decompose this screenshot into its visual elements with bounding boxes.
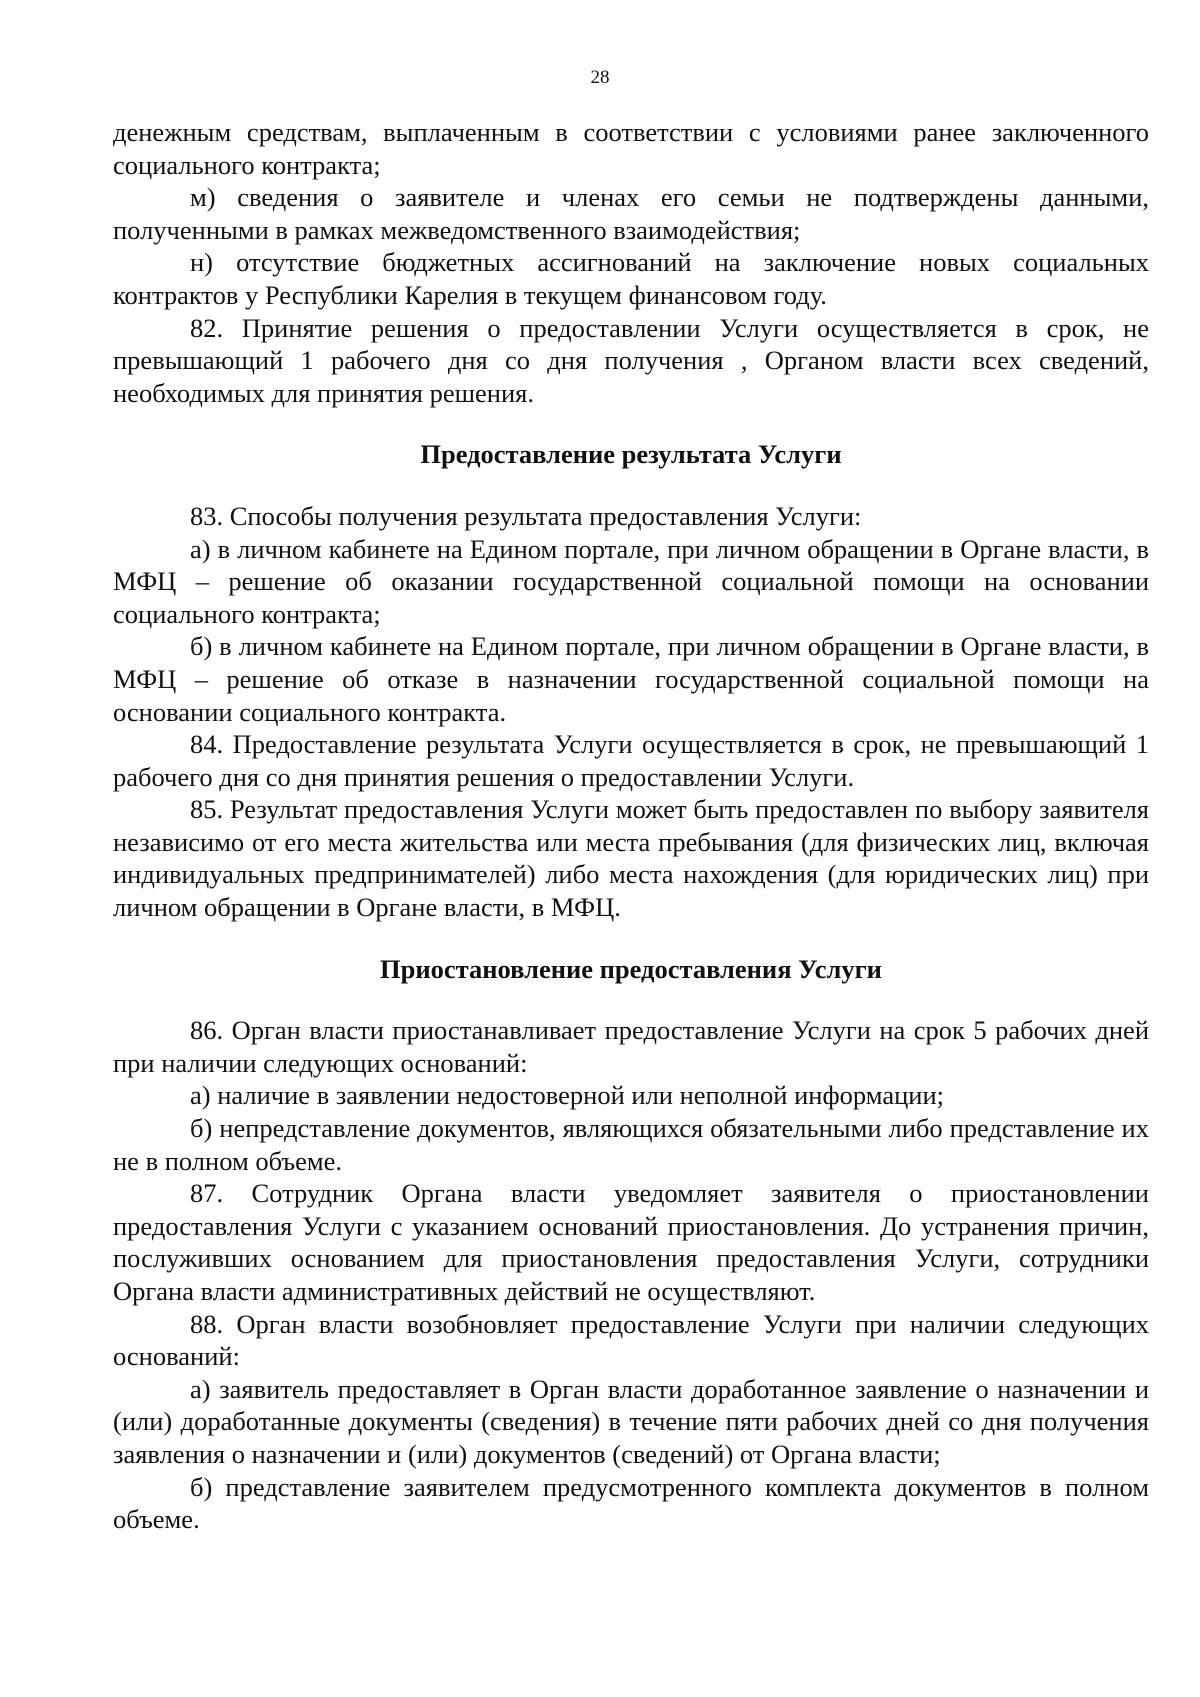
paragraph: а) наличие в заявлении недостоверной или неполной информации;: [190, 1080, 944, 1111]
paragraph: н) отсутствие бюджетных ассигнований на заключение новых социальных контрактов у Республики Карелия в текущем финансовом году.: [113, 247, 1149, 310]
paragraph: м) сведения о заявителе и членах его семьи не подтверждены данными, полученными в рамках межведомственного взаимодействия;: [113, 182, 1149, 245]
paragraph: а) в личном кабинете на Едином портале, при личном обращении в Органе власти, в МФЦ – решение об оказании государственной социальной помощи на основании социального контракта;: [113, 533, 1149, 629]
paragraph: денежным средствам, выплаченным в соответствии с условиями ранее заключенного социального контракта;: [113, 117, 1149, 180]
section-heading: Предоставление результата Услуги: [420, 439, 842, 470]
paragraph: а) заявитель предоставляет в Орган власти доработанное заявление о назначении и (или) доработанные документы (сведения) в течение пяти рабочих дней со дня получения заявления о назначении и (или) документов (сведений) от Органа власти;: [113, 1373, 1149, 1469]
paragraph: б) представление заявителем предусмотренного комплекта документов в полном объеме.: [113, 1471, 1149, 1535]
document-body: [113, 116, 1149, 1536]
paragraph: 86. Орган власти приостанавливает предоставление Услуги на срок 5 рабочих дней при наличии следующих оснований:: [113, 1015, 1149, 1078]
section-heading: Приостановление предоставления Услуги: [380, 953, 882, 984]
paragraph: 82. Принятие решения о предоставлении Услуги осуществляется в срок, не превышающий 1 рабочего дня со дня получения , Органом власти всех сведений, необходимых для принятия решения.: [113, 312, 1149, 408]
page-number: 28: [590, 67, 610, 88]
paragraph: 87. Сотрудник Органа власти уведомляет заявителя о приостановлении предоставления Услуги с указанием оснований приостановления. До устранения причин, послуживших основанием для приостановления предоставления Услуги, сотрудники Органа власти административных действий не осуществляют.: [113, 1178, 1149, 1306]
paragraph: б) непредставление документов, являющихся обязательными либо представление их не в полном объеме.: [113, 1113, 1149, 1176]
paragraph: б) в личном кабинете на Едином портале, при личном обращении в Органе власти, в МФЦ – решение об отказе в назначении государственной социальной помощи на основании социального контракта.: [113, 631, 1149, 727]
paragraph: 83. Способы получения результата предоставления Услуги:: [190, 500, 862, 531]
paragraph: 84. Предоставление результата Услуги осуществляется в срок, не превышающий 1 рабочего дня со дня принятия решения о предоставлении Услуги.: [113, 729, 1149, 792]
paragraph: 88. Орган власти возобновляет предоставление Услуги при наличии следующих оснований:: [113, 1308, 1149, 1372]
paragraph: 85. Результат предоставления Услуги может быть предоставлен по выбору заявителя независимо от его места жительства или места пребывания (для физических лиц, включая индивидуальных предпринимателей) либо места нахождения (для юридических лиц) при личном обращении в Органе власти, в МФЦ.: [113, 794, 1149, 923]
